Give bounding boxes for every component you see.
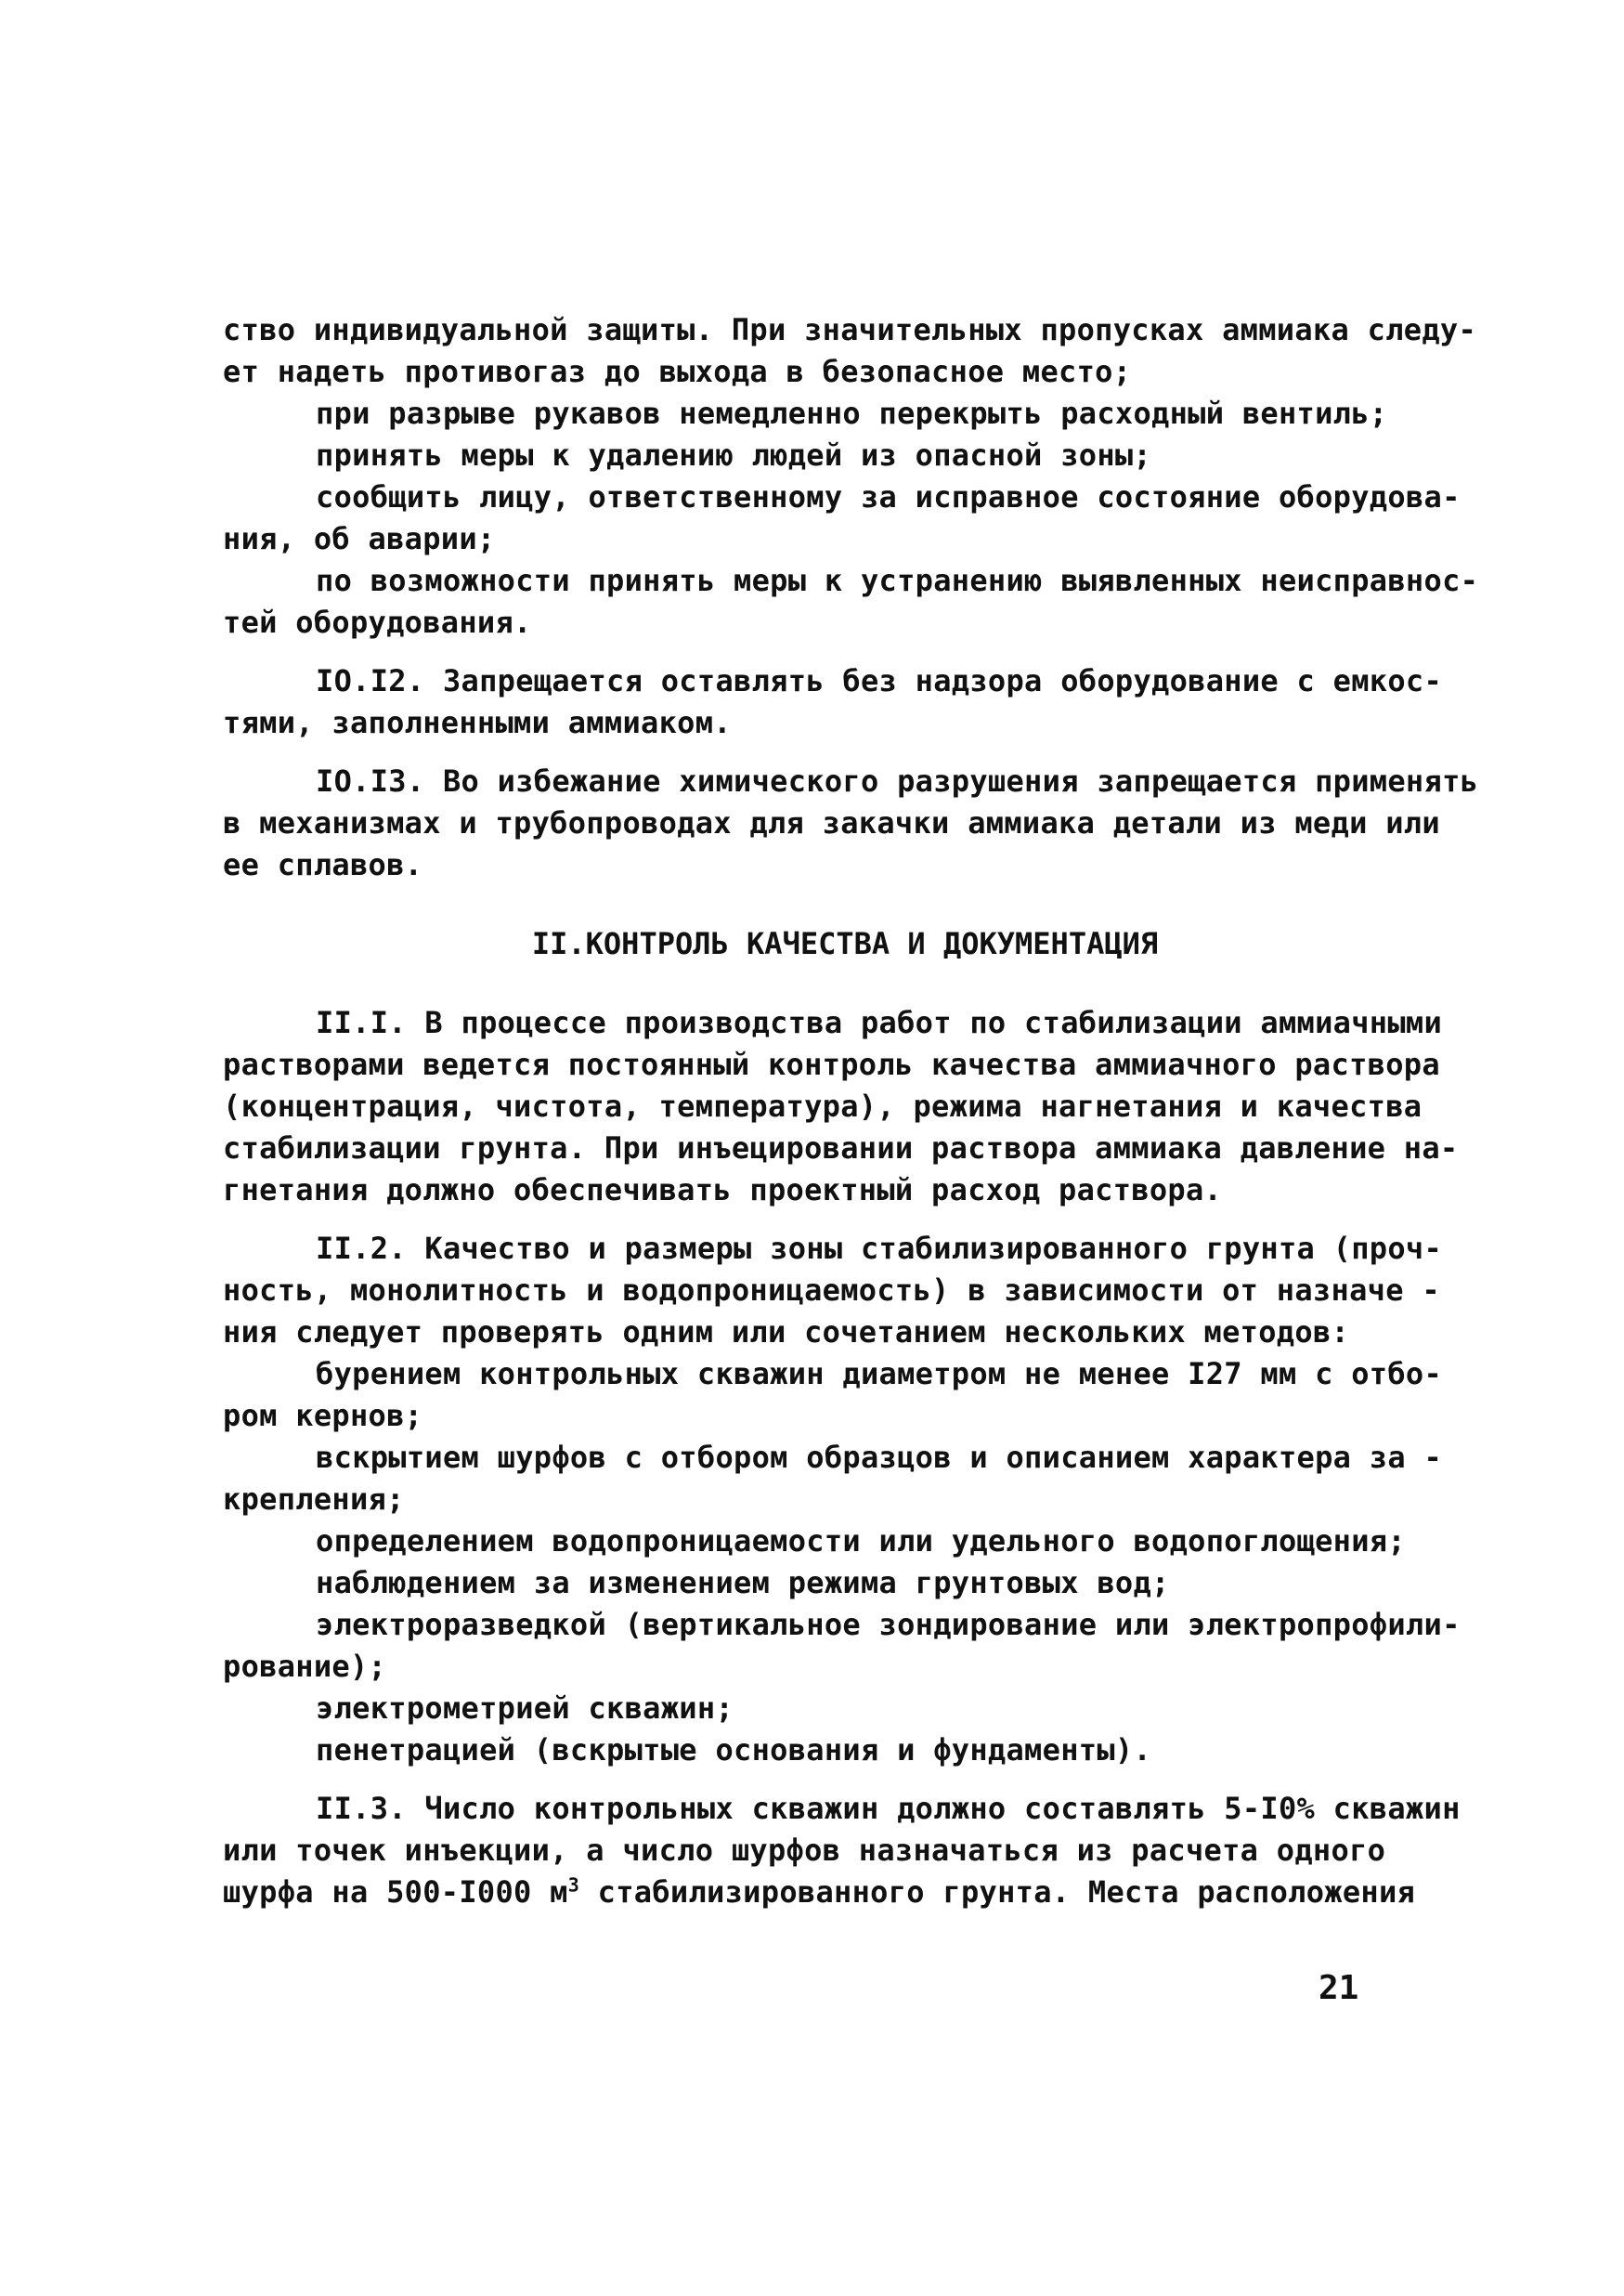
paragraph-10-12 [223,660,1443,744]
text-line: ром кернов; [223,1398,423,1433]
paragraph-gap [223,1211,1430,1228]
text-line: II.I. В процессе производства работ по стабилизации аммиачными [316,1005,1443,1040]
paragraph-11-1 [223,1002,1459,1211]
list-item: сообщить лицу, ответственному за исправное состояние оборудова- [316,479,1461,515]
text-line: ство индивидуальной защиты. При значительных пропусках аммиака следу- [223,312,1477,347]
text-line: ность, монолитность и водопроницаемость) в зависимости от назначе - [223,1272,1440,1308]
text-line: (концентрация, чистота, температура), режима нагнетания и качества [223,1089,1423,1124]
text-line: ет надеть противогаз до выхода в безопасное место; [223,354,1132,389]
list-item: наблюдением за изменением режима грунтовых вод; [316,1565,1170,1600]
text-line [223,1872,1430,1913]
text-line: II.2. Качество и размеры зоны стабилизированного грунта (проч- [316,1231,1443,1266]
text-span: шурфа на 500-I000 м [223,1874,568,1910]
section-10-continuation [223,309,1479,644]
section-gap [223,886,1430,923]
text-line: тями, заполненными аммиаком. [223,705,732,740]
text-line: рование); [223,1649,387,1684]
text-line: в механизмах и трубопроводах для закачки аммиака детали из меди или [223,805,1440,841]
text-line: ния следует проверять одним или сочетанием нескольких методов: [223,1314,1350,1350]
text-line: II.3. Число контрольных скважин должно составлять 5-I0% скважин [316,1791,1461,1826]
text-span: стабилизированного грунта. Места расположения [579,1874,1416,1910]
paragraph-10-13 [223,761,1479,886]
list-item: при разрыве рукавов немедленно перекрыть расходный вентиль; [316,396,1388,431]
paragraph-11-2 [223,1228,1461,1771]
list-item: электрометрией скважин; [316,1690,734,1726]
text-line: гнетания должно обеспечивать проектный расход раствора. [223,1172,1223,1207]
text-line: IO.I3. Во избежание химического разрушения запрещается применять [316,763,1479,799]
text-line: растворами ведется постоянный контроль качества аммиачного раствора [223,1047,1440,1082]
text-line: стабилизации грунта. При инъецировании раствора аммиака давление на- [223,1130,1459,1166]
list-item: принять меры к удалению людей из опасной зоны; [316,437,1152,473]
text-line: ее сплавов. [223,847,423,882]
text-line: IO.I2. Запрещается оставлять без надзора оборудование с емкос- [316,663,1443,698]
section-gap [223,965,1430,1002]
text-line: тей оборудования. [223,605,532,640]
document-body [223,309,1479,1913]
text-line: крепления; [223,1481,405,1517]
list-item: электроразведкой (вертикальное зондирование или электропрофили- [316,1607,1461,1642]
list-item: пенетрацией (вскрытые основания и фундаменты). [316,1732,1152,1768]
section-heading: II.КОНТРОЛЬ КАЧЕСТВА И ДОКУМЕНТАЦИЯ [531,926,1159,961]
paragraph-gap [223,644,1430,660]
paragraph-gap [223,1771,1430,1788]
text-line: ния, об аварии; [223,521,496,556]
superscript: 3 [567,1873,580,1897]
list-item: определением водопроницаемости или удельного водопоглощения; [316,1523,1406,1559]
list-item: вскрытием шурфов с отбором образцов и описанием характера за - [316,1440,1443,1475]
list-item: бурением контрольных скважин диаметром не менее I27 мм с отбо- [316,1356,1443,1391]
list-item: по возможности принять меры к устранению выявленных неисправнос- [316,563,1479,598]
page-number: 21 [1319,1969,1359,2007]
paragraph-11-3 [223,1788,1461,1913]
paragraph-gap [223,744,1430,761]
text-line: или точек инъекции, а число шурфов назначаться из расчета одного [223,1833,1386,1868]
